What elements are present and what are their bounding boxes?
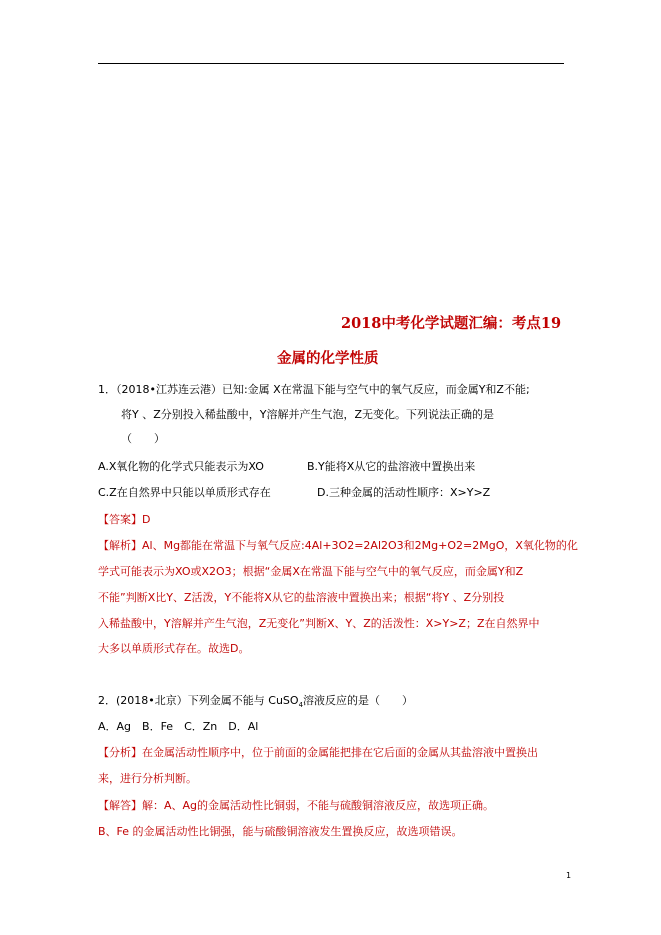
q1-analysis-line-3: 不能”判断X比Y、Z活泼，Y不能将X从它的盐溶液中置换出来；根据“将Y 、Z分别投 (98, 591, 505, 604)
q2-stem (98, 694, 413, 712)
page-number: 1 (566, 871, 572, 880)
q2-solution-line-2: B、Fe 的金属活动性比铜强，能与硫酸铜溶液发生置换反应，故选项错误。 (98, 825, 463, 838)
q2-stem-pre: 2．(2018•北京）下列金属不能与 CuSO (98, 694, 299, 707)
q1-analysis-line-4: 入稀盐酸中，Y溶解并产生气泡，Z无变化”判断X、Y、Z的活泼性：X>Y>Z；Z在自然界中 (98, 617, 540, 630)
q2-stem-post: 溶液反应的是（ ） (303, 694, 414, 707)
q1-option-d: D.三种金属的活动性顺序：X>Y>Z (317, 486, 491, 499)
q1-analysis-line-1: 【解析】Al、Mg都能在常温下与氧气反应:4Al+3O2=2Al2O3和2Mg+O2=2MgO，X氧化物的化 (98, 539, 578, 552)
q1-analysis-line-5: 大多以单质形式存在。故选D。 (98, 642, 250, 655)
q1-option-a: A.X氧化物的化学式只能表示为XO (98, 460, 264, 473)
q2-stem-subscript: 4 (298, 701, 304, 710)
q1-analysis-line-2: 学式可能表示为XO或X2O3；根据“金属X在常温下能与空气中的氧气反应，而金属Y和Z (98, 565, 524, 578)
q2-options: A．Ag B．Fe C．Zn D．Al (98, 720, 259, 733)
q2-solution-line-1: 【解答】解：A、Ag的金属活动性比铜弱，不能与硫酸铜溶液反应，故选项正确。 (98, 799, 495, 812)
q1-stem-line-3: （ ） (121, 432, 165, 445)
q1-option-b: B.Y能将X从它的盐溶液中置换出来 (307, 460, 476, 473)
q1-answer: 【答案】D (98, 513, 151, 526)
title-line-1: 2018中考化学试题汇编：考点19 (341, 315, 562, 332)
q1-stem-line-2: 将Y 、Z分别投入稀盐酸中，Y溶解并产生气泡，Z无变化。下列说法正确的是 (121, 408, 495, 421)
q1-option-c: C.Z在自然界中只能以单质形式存在 (98, 486, 271, 499)
q1-stem-line-1: 1．（2018•江苏连云港）已知:金属 X在常温下能与空气中的氧气反应，而金属Y和Z不能; (98, 383, 530, 396)
q2-analysis-line-2: 来，进行分析判断。 (98, 772, 197, 785)
title-line-2: 金属的化学性质 (277, 350, 379, 367)
q2-analysis-line-1: 【分析】在金属活动性顺序中，位于前面的金属能把排在它后面的金属从其盐溶液中置换出 (98, 746, 538, 759)
header-rule (98, 63, 564, 64)
